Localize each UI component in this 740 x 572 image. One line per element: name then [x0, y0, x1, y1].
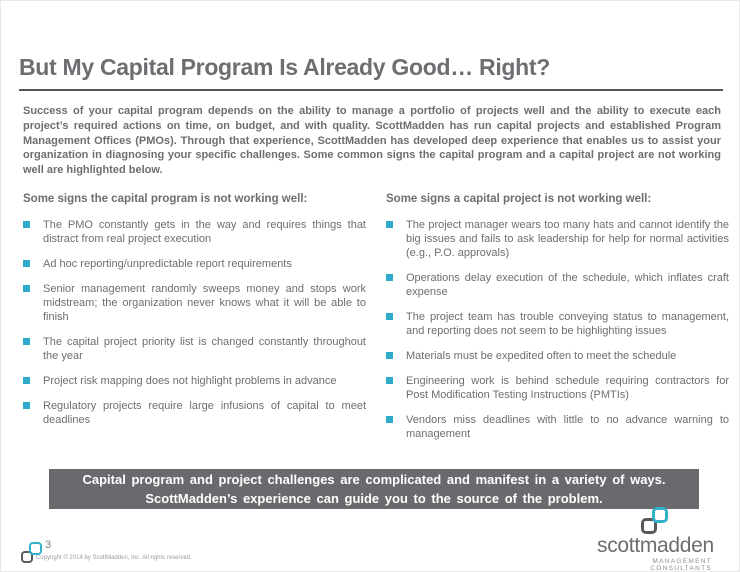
list-item	[386, 374, 729, 402]
list-item	[386, 349, 729, 363]
bullet-text: Project risk mapping does not highlight problems in advance	[43, 375, 337, 387]
bullet-text: Vendors miss deadlines with little to no advance warning to management	[406, 414, 729, 440]
logo-subtext: MANAGEMENT CONSULTANTS	[650, 558, 712, 572]
bullet-square-icon	[23, 338, 30, 345]
scottmadden-logo	[597, 507, 712, 572]
bullet-square-icon	[23, 221, 30, 228]
bullet-text: Regulatory projects require large infusions of capital to meet deadlines	[43, 400, 366, 426]
bullet-text: Ad hoc reporting/unpredictable report requirements	[43, 258, 292, 270]
bullet-square-icon	[23, 402, 30, 409]
logo-wordmark: scottmadden	[597, 534, 714, 557]
summary-banner	[49, 469, 699, 509]
list-item	[23, 257, 366, 271]
bullet-text: Engineering work is behind schedule requiring contractors for Post Modification Testing Instructions (PMTIs)	[406, 375, 729, 401]
bullet-square-icon	[386, 377, 393, 384]
page-title: But My Capital Program Is Already Good… Right?	[19, 54, 551, 80]
capital-program-column	[23, 193, 366, 452]
intro-paragraph: Success of your capital program depends on the ability to manage a portfolio of projects well and the ability to execute each project’s required actions on time, on budget, and with quality. ScottMadden has run capital projects and established Program Management Offices (PMOs). Through that experience, ScottMadden has developed deep experience that enables us to assist your organization in diagnosing your specific challenges. Some common signs the capital program and a capital project are not working well are highlighted below.	[23, 105, 721, 177]
list-item	[23, 218, 366, 246]
summary-banner-text: Capital program and project challenges are complicated and manifest in a variety of ways. ScottMadden’s experience can guide you to the source of the problem.	[82, 472, 666, 506]
copyright-text: Copyright © 2014 by ScottMadden, Inc. All rights reserved.	[36, 555, 192, 561]
bullet-square-icon	[23, 260, 30, 267]
list-item	[23, 399, 366, 427]
list-item	[23, 282, 366, 324]
list-item	[386, 413, 729, 441]
bullet-text: Operations delay execution of the schedule, which inflates craft expense	[406, 272, 729, 298]
bullet-square-icon	[386, 416, 393, 423]
list-item	[386, 310, 729, 338]
column-heading: Some signs a capital project is not working well:	[386, 193, 652, 205]
bullet-text: The capital project priority list is changed constantly throughout the year	[43, 336, 366, 362]
bullet-square-icon	[23, 377, 30, 384]
bullet-square-icon	[386, 313, 393, 320]
bullet-text: The project team has trouble conveying status to management, and reporting does not seem to be highlighting issues	[406, 311, 729, 337]
bullet-text: The project manager wears too many hats and cannot identify the big issues and fails to ask leadership for help for normal activities (e.g., P.O. approvals)	[406, 219, 729, 259]
scottmadden-mark-icon	[641, 507, 668, 534]
bullet-square-icon	[386, 221, 393, 228]
bullet-text: Senior management randomly sweeps money and stops work midstream; the organization never knows what it will be able to finish	[43, 283, 366, 323]
bullet-square-icon	[386, 352, 393, 359]
list-item	[386, 271, 729, 299]
two-column-content	[23, 193, 729, 452]
bullet-text: Materials must be expedited often to meet the schedule	[406, 350, 677, 362]
title-underline	[19, 89, 723, 91]
list-item	[386, 218, 729, 260]
bullet-text: The PMO constantly gets in the way and requires things that distract from real project execution	[43, 219, 366, 245]
capital-project-bullet-list	[386, 218, 729, 441]
list-item	[23, 374, 366, 388]
bullet-square-icon	[386, 274, 393, 281]
bullet-square-icon	[23, 285, 30, 292]
teal-square-icon	[652, 507, 668, 523]
capital-project-column	[386, 193, 729, 452]
teal-square-icon	[29, 542, 42, 555]
capital-program-bullet-list	[23, 218, 366, 427]
list-item	[23, 335, 366, 363]
page-number: 3	[45, 539, 52, 551]
column-heading: Some signs the capital program is not working well:	[23, 193, 308, 205]
